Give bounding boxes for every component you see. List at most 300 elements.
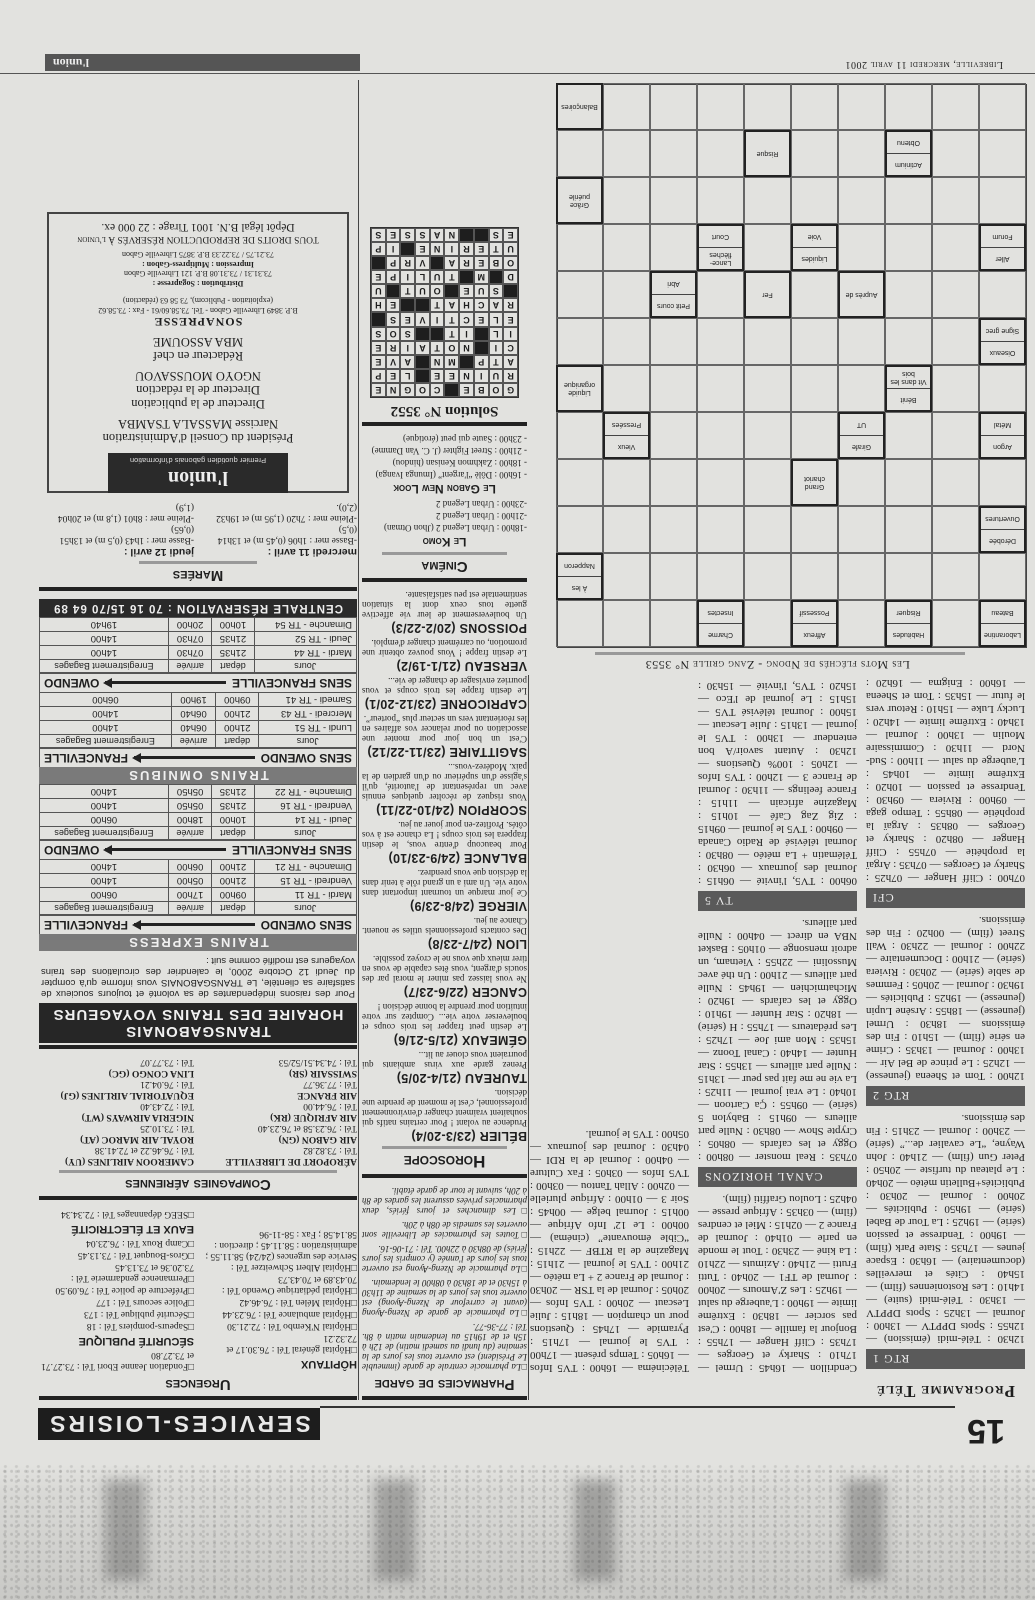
clue-text: Aller	[995, 255, 1010, 263]
crossword-answer-cell[interactable]	[603, 318, 650, 365]
crossword-answer-cell[interactable]	[791, 130, 838, 177]
clue-text: Abri	[652, 273, 695, 295]
crossword-answer-cell[interactable]	[744, 365, 791, 412]
crossword-answer-cell[interactable]	[791, 271, 838, 318]
solution-letter: G	[400, 383, 415, 397]
crossword-clue-cell	[979, 600, 1026, 647]
crossword-answer-cell[interactable]	[885, 318, 932, 365]
crossword-answer-cell[interactable]	[838, 177, 885, 224]
crossword-answer-cell[interactable]	[932, 600, 979, 647]
security-item: □ Préfecture de police Tél : 76.09.50	[39, 1285, 194, 1296]
tide-line: -Pleine mer : 8h01 (1,8 m) et 20h04 (1,9)	[57, 502, 194, 523]
sign-name: TAUREAU (21/4-20/5)	[396, 1071, 527, 1085]
crossword-answer-cell[interactable]	[791, 318, 838, 365]
timetable-cell: Vendredi - TR 15	[254, 874, 356, 888]
solution-black-cell	[474, 327, 489, 341]
solution-letter: E	[386, 369, 401, 383]
crossword-clue-cell	[603, 412, 650, 459]
crossword-answer-cell[interactable]	[556, 459, 603, 506]
crossword-answer-cell[interactable]	[744, 553, 791, 600]
timetable-cell: 14h00	[40, 874, 169, 888]
rights-notice: TOUS DROITS DE REPRODUCTION RÉSERVÉS À l'union	[77, 234, 319, 244]
airline-phone: Tél : 73.10.25	[140, 1123, 194, 1134]
crossword-answer-cell[interactable]	[697, 459, 744, 506]
solution-letter: S	[489, 284, 504, 298]
crossword-answer-cell[interactable]	[791, 412, 838, 459]
crossword-answer-cell[interactable]	[744, 459, 791, 506]
timetable-cell: Vendredi - TR 16	[254, 799, 356, 813]
film-showing: - 21h00 : Street Fighter (J. C. Van Damme)	[371, 446, 527, 456]
crossword-answer-cell[interactable]	[603, 459, 650, 506]
crossword-answer-cell[interactable]	[932, 83, 979, 130]
solution-letter: I	[400, 270, 415, 284]
crossword-answer-cell[interactable]	[838, 506, 885, 553]
crossword-answer-cell[interactable]	[979, 459, 1026, 506]
crossword-answer-cell[interactable]	[885, 506, 932, 553]
crossword-clue-cell	[650, 271, 697, 318]
solution-letter: P	[386, 270, 401, 284]
solution-letter: A	[400, 355, 415, 369]
airline-entry	[39, 1101, 194, 1123]
timetable-cell: 05h50	[168, 799, 212, 813]
crossword-answer-cell[interactable]	[556, 318, 603, 365]
hospital-item: □ Hôpital Mélen Tél : 76.46.42	[202, 1297, 357, 1308]
clue-text: Grand chariot	[804, 475, 826, 491]
direction-arrow-icon	[105, 849, 226, 852]
crossword-answer-cell[interactable]	[603, 506, 650, 553]
sign-name: SAGITTAIRE (23/11-22/12)	[367, 745, 527, 759]
direction-arrow-icon	[134, 924, 255, 927]
crossword-clue-cell	[556, 365, 603, 412]
tide-line: -Pleine mer : 7h20 (1,95 m) et 19h32 (2,0).	[216, 502, 357, 523]
clue-text: Bénit	[900, 396, 917, 404]
crossword-answer-cell[interactable]	[650, 177, 697, 224]
crossword-answer-cell[interactable]	[697, 271, 744, 318]
solution-letter: V	[386, 355, 401, 369]
crossword-answer-cell[interactable]	[932, 177, 979, 224]
solution-letter: V	[415, 312, 430, 326]
crossword-answer-cell[interactable]	[650, 506, 697, 553]
crossword-answer-cell[interactable]	[697, 83, 744, 130]
crossword-answer-cell[interactable]	[979, 553, 1026, 600]
crossword-answer-cell[interactable]	[791, 553, 838, 600]
timetable-row	[40, 860, 357, 874]
solution-letter: E	[474, 312, 489, 326]
crossword-answer-cell[interactable]	[744, 506, 791, 553]
solution-black-cell	[371, 312, 386, 326]
contact-line: 73.21.75 / 73.22.33 B.P. 3875 Libreville Gabon	[122, 250, 274, 260]
solution-black-cell	[415, 355, 430, 369]
column-divider	[358, 80, 359, 1400]
timetable-row	[40, 707, 357, 721]
crossword-answer-cell[interactable]	[603, 83, 650, 130]
crossword-answer-cell[interactable]	[650, 318, 697, 365]
urgences-title: Urgences	[39, 1376, 357, 1400]
solution-letter: C	[430, 383, 445, 397]
crossword-title-bar	[595, 652, 965, 655]
masthead-contacts	[49, 250, 347, 315]
column-header: départ	[212, 660, 254, 673]
direction-from: SENS OWENDO	[260, 918, 352, 932]
sign-text: Des contacts professionnels utiles se nouent. Chance au jeu.	[362, 916, 527, 936]
crossword-answer-cell[interactable]	[932, 271, 979, 318]
solution-black-cell	[415, 327, 430, 341]
solution-letter: E	[474, 256, 489, 270]
solution-letter: N	[430, 242, 445, 256]
crossword-answer-cell[interactable]	[885, 177, 932, 224]
solution-letter: E	[371, 383, 386, 397]
sign-text: Le destin peut frapper les trois coups et bouleverser votre vie... Comptez sur votre intuition pour prendre la bonne décision !	[362, 1002, 527, 1032]
crossword-answer-cell[interactable]	[791, 83, 838, 130]
sign-name: VIERGE (24/8-23/9)	[409, 899, 527, 913]
horoscope-bar	[382, 1146, 507, 1149]
timetable-row	[40, 874, 357, 888]
marees-title: Marées	[39, 567, 357, 591]
clue-text: Actinium	[895, 161, 922, 169]
trains-header	[39, 1003, 357, 1043]
solution-letter: T	[430, 298, 445, 312]
column-header: arrivée	[168, 902, 212, 915]
column-practical	[39, 212, 357, 1400]
timetable-cell: 09h00	[216, 693, 259, 707]
airline-entry	[202, 1101, 357, 1123]
crossword-answer-cell[interactable]	[838, 459, 885, 506]
fondation-item: □ Fondation Jeanne Ebori Tél : 73.27.71 et 73.27.80	[39, 1350, 194, 1372]
timetable-cell: 21h00	[212, 874, 254, 888]
film-showing: - 16h00 : Dôlè “l'argent” (Imunga Ivanga)	[375, 470, 527, 480]
crossword-clue-cell	[885, 130, 932, 177]
crossword-answer-cell[interactable]	[838, 130, 885, 177]
solution-letter: A	[489, 298, 504, 312]
crossword-answer-cell[interactable]	[697, 318, 744, 365]
timetable-cell: Lundi - TR 51	[259, 721, 357, 735]
crossword-answer-cell[interactable]	[885, 553, 932, 600]
crossword-answer-cell[interactable]	[838, 83, 885, 130]
publisher-name: SONAPRESSE	[153, 315, 243, 329]
solution-letter: E	[503, 228, 518, 242]
crossword-answer-cell[interactable]	[556, 600, 603, 647]
horoscope-section	[362, 590, 527, 1178]
solution-letter: N	[430, 355, 445, 369]
timetable-header	[40, 902, 357, 915]
crossword-answer-cell[interactable]	[697, 412, 744, 459]
scan-smudge	[575, 1480, 615, 1580]
timetable-cell: 21h35	[212, 646, 254, 660]
crossword-answer-cell[interactable]	[697, 130, 744, 177]
airline-entry	[202, 1079, 357, 1101]
airline-entry	[39, 1079, 194, 1101]
solution-letter: E	[386, 228, 401, 242]
solution-letter: O	[415, 383, 430, 397]
timetable-row	[40, 632, 357, 646]
solution-letter: S	[415, 228, 430, 242]
tide-day	[202, 501, 357, 558]
crossword-answer-cell[interactable]	[932, 318, 979, 365]
solution-letter: T	[445, 327, 460, 341]
crossword-answer-cell[interactable]	[885, 459, 932, 506]
crossword-answer-cell[interactable]	[885, 83, 932, 130]
union-tagline: Premier quotidien gabonais d'information	[108, 453, 288, 465]
hospital-item: □ Hôpital N'Kembo Tél : 72.21.30	[202, 1321, 357, 1332]
solution-letter: I	[445, 242, 460, 256]
crossword-answer-cell[interactable]	[556, 412, 603, 459]
crossword-answer-cell[interactable]	[932, 224, 979, 271]
crossword-answer-cell[interactable]	[838, 224, 885, 271]
channel-header: RTG 2	[866, 1086, 1025, 1106]
crossword-answer-cell[interactable]	[697, 553, 744, 600]
solution-letter: M	[445, 355, 460, 369]
solution-letter: I	[400, 341, 415, 355]
column-header: Jours	[259, 735, 357, 748]
channel-schedule: 06h00 : TV5, l'invité — 06h15 : Journal des journaux — 06h30 : Télématin + La météo — 08h30 : Journal télévisé de Radio Canada — 09h00 : TV5 le journal — 09h15 : Zig Zag Café — 10h15 : Magazine africain — 11h15 : France feelings — 11h30 : Journal de France 3 — 12h00 : TV5 Infos — 12h05 : 100% Questions — 12h30 : Autant savoir/A bon entendeur — 13h00 : TV5 le journal — 13h15 : Julie Lescaut — 15h00 : Journal télévisé TV5 — 15h15 : Le journal de l'Eco — 15h20 : TV5, l'invité — 15h30 : Télécinéma — 16h00 : TV5 Infos — 16h05 : Temps présent — 17h00 : TV5 le journal — 17h15 : Pyramide — 17h45 : Questions pour un champion — 18h15 : Julie Lescaut — 20h00 : TV5 Infos — 20h05 : Journal de la TSR — 20h30 : Journal de France 2 + La météo — 21h00 : TV5 le journal — 21h15 : Magazine de la RTBF — 22h15 : “Cible émouvante” (cinéma) — 00h00 : Le 12' Info Afrique — 00h15 : Journal belge — 00h45 : Soir 3 — 01h00 : Afrique plurielle — 02h00 : Allah Tantou — 03h00 : TV5 Infos — 03h05 : Fax Culture — 04h00 : Journal de la RDI — 04h30 : Journal des journaux — 05h00 : TV5 le journal.	[530, 680, 857, 1374]
timetable-cell: Samedi - TR 41	[259, 693, 357, 707]
column-header: Enregistrement Bagages	[40, 902, 169, 915]
clue-text: Obtenu	[887, 132, 930, 154]
crossword-answer-cell[interactable]	[979, 365, 1026, 412]
timetable-header	[40, 735, 357, 748]
page-number: 15	[967, 1412, 1005, 1450]
airline-phone: Tél : 72.43.40	[140, 1101, 194, 1112]
contact-line: (exploitation - Publicom), 73 58 63 (rédaction)	[123, 296, 273, 306]
clue-text: Pressées	[605, 414, 648, 436]
solution-letter: B	[474, 383, 489, 397]
crossword-answer-cell[interactable]	[932, 553, 979, 600]
crossword-answer-cell[interactable]	[556, 130, 603, 177]
crossword-answer-cell[interactable]	[603, 224, 650, 271]
crossword-answer-cell[interactable]	[979, 177, 1026, 224]
solution-letter: L	[400, 369, 415, 383]
crossword-answer-cell[interactable]	[932, 412, 979, 459]
theater-name: Le Komo	[422, 535, 467, 549]
timetable-cell: 05h50	[168, 785, 212, 799]
solution-black-cell	[430, 256, 445, 270]
crossword-answer-cell[interactable]	[979, 271, 1026, 318]
crossword-answer-cell[interactable]	[697, 177, 744, 224]
airline-name: LINA CONGO (GC)	[108, 1068, 194, 1079]
solution-black-cell	[503, 284, 518, 298]
security-item: □ Permanence gendarmerie Tél : 73.20.36 et 73.13.45	[39, 1262, 194, 1284]
crossword-answer-cell[interactable]	[744, 224, 791, 271]
contact-line: 73.31.31 / 73.31.08 B.P. 121 Libreville Gabon	[124, 269, 272, 279]
crossword-answer-cell[interactable]	[838, 365, 885, 412]
timetable-cell: 07h30	[168, 632, 212, 646]
masthead-box	[47, 212, 349, 493]
crossword-answer-cell[interactable]	[744, 600, 791, 647]
solution-letter: N	[459, 341, 474, 355]
crossword-clue-cell	[979, 412, 1026, 459]
trains-section	[39, 599, 357, 1049]
clue-text: UT	[840, 414, 883, 436]
crossword-answer-cell[interactable]	[603, 177, 650, 224]
timetable-cell: Mardi - TR 44	[254, 646, 356, 660]
crossword-answer-cell[interactable]	[603, 130, 650, 177]
column-header: arrivée	[168, 827, 212, 840]
clue-text: Girafe	[851, 443, 872, 451]
crossword-answer-cell[interactable]	[744, 83, 791, 130]
cinema-section	[362, 434, 527, 582]
airline-name: AIR FRANCE	[297, 1090, 357, 1101]
crossword-answer-cell[interactable]	[838, 553, 885, 600]
crossword-answer-cell[interactable]	[603, 600, 650, 647]
centrale-reservation: CENTRALE RÉSERVATION : 70 16 15/70 64 89	[39, 599, 357, 617]
crossword-answer-cell[interactable]	[650, 459, 697, 506]
staff-line: NGOYO MOUSSAVOU	[135, 369, 261, 383]
crossword-answer-cell[interactable]	[744, 177, 791, 224]
sign-text: Pour beaucoup d'entre vous, le destin frappera les trois coups ! La chance est à vos côtés. Profitez-en pour jouer au jeu.	[362, 820, 527, 850]
solution-letter: E	[371, 341, 386, 355]
airline-phone: Tél : 73.82.82	[303, 1145, 357, 1156]
marees-days	[39, 501, 357, 558]
sign-text: Prudence au volant ! Pour certains natifs qui souhaitent vraiment changer d'environnement professionnel, c'est le moment de prendre une décision.	[362, 1088, 527, 1128]
airline-phone: Tél : 76.23.58 et 76.23.40	[257, 1123, 357, 1134]
solution-letter: S	[400, 228, 415, 242]
contact-line: B.P. 3849 Libreville Gabon - Tel. 73.58.60/61 - Fax : 73.58.62	[98, 306, 298, 315]
crossword-clue-cell	[556, 553, 603, 600]
column-header: arrivée	[168, 660, 212, 673]
crossword-answer-cell[interactable]	[650, 83, 697, 130]
crossword-answer-cell[interactable]	[791, 365, 838, 412]
crossword-answer-cell[interactable]	[744, 412, 791, 459]
crossword-answer-cell[interactable]	[697, 506, 744, 553]
crossword-answer-cell[interactable]	[650, 553, 697, 600]
crossword-answer-cell[interactable]	[885, 271, 932, 318]
airline-name: AÉROPORT DE LIBREVILLE	[225, 1156, 357, 1167]
direction-from: SENS OWENDO	[260, 751, 352, 765]
crossword-answer-cell[interactable]	[791, 177, 838, 224]
crossword-answer-cell[interactable]	[650, 365, 697, 412]
security-item: □ Sécurité publique Tél : 173	[39, 1309, 194, 1320]
clue-text: Petit cours	[656, 302, 691, 310]
solution-letter: C	[459, 312, 474, 326]
compagnies-bar	[59, 1170, 337, 1173]
compagnies-section	[39, 1057, 357, 1200]
crossword-answer-cell[interactable]	[603, 553, 650, 600]
clue-text: Dérobée	[989, 537, 1016, 545]
hopitaux-list	[202, 1229, 357, 1355]
tv-programme-title: Programme Télé	[876, 1382, 1015, 1401]
crossword-answer-cell[interactable]	[697, 365, 744, 412]
crossword-answer-cell[interactable]	[979, 83, 1026, 130]
timetable-cell: Dimanche - TR 54	[254, 618, 356, 632]
crossword-answer-cell[interactable]	[556, 224, 603, 271]
column-header: Jours	[254, 660, 356, 673]
airline-name: AIR AFRIQUE (RK)	[270, 1112, 357, 1123]
timetable-cell: 14h00	[40, 646, 169, 660]
crossword-clue-cell	[979, 224, 1026, 271]
crossword-grid	[557, 84, 1027, 648]
sign-name: BALANCE (24/9-23/10)	[388, 851, 527, 865]
clue-text: Laborantine	[984, 631, 1021, 639]
film-showing: -18h00 : Urban Legend 2 (Jhon Otman)	[384, 523, 527, 533]
solution-letter: N	[459, 369, 474, 383]
crossword-answer-cell[interactable]	[603, 365, 650, 412]
crossword-answer-cell[interactable]	[838, 600, 885, 647]
crossword-answer-cell[interactable]	[556, 506, 603, 553]
hospital-item: □ Hôpital pédiatrique Owendo Tél : 70.43.89 et 70.43.73	[202, 1274, 357, 1296]
clue-text: Napperon	[558, 555, 601, 577]
solution-letter: S	[371, 327, 386, 341]
eaux-list	[39, 1209, 194, 1220]
solution-black-cell	[459, 270, 474, 284]
direction-to: FRANCEVILLE	[44, 751, 128, 765]
crossword-answer-cell[interactable]	[603, 271, 650, 318]
clue-text: Oiseaux	[989, 349, 1016, 357]
horoscope-title: Horoscope	[362, 1152, 527, 1178]
solution-letter: A	[415, 341, 430, 355]
solution-black-cell	[474, 341, 489, 355]
timetable-cell: Dimanche - TR 22	[254, 785, 356, 799]
solution-letter: T	[489, 242, 504, 256]
crossword-answer-cell[interactable]	[744, 318, 791, 365]
eaux-title: EAUX ET ÉLECTRICITÉ	[71, 1223, 194, 1235]
solution-letter: R	[459, 256, 474, 270]
airline-name: AIR GABON (GN)	[278, 1134, 357, 1145]
crossword-answer-cell[interactable]	[650, 412, 697, 459]
crossword-answer-cell[interactable]	[932, 459, 979, 506]
clue-text: Vit dans les bois	[887, 367, 930, 389]
sign-name: CANCER (22/6-23/7)	[403, 985, 527, 999]
crossword-answer-cell[interactable]	[556, 271, 603, 318]
solution-letter: B	[489, 256, 504, 270]
timetable-row	[40, 693, 357, 707]
timetable-cell: 14h00	[40, 721, 172, 735]
channel-schedule: 07h00 : Cliff Hanger — 07h25 : Sharky et Georges — 07h35 : Argaï la prophétie — 07h55 : Cliff Hanger — 08h20 : Sharky et Georges — 08h35 : Argaï la prophétie — 08h55 : Tempo gaga — 09h00 : Riviera — 09h30 : Tendresse et passion — 10h20 : Extrême limite — 10h45 : L'auberge du salut — 11h00 : Sud-Nord — 11h30 : Commissaire Moulin — 13h00 : Journal — 13h40 : Extrême limite — 14h20 : Lucky Luke — 15h10 : Retour vers le futur — 15h35 : Tom et Sheena — 16h00 : Enigma — 16h20 : Cendrillon — 16h45 : Urmel — 17h10 : Sharky et Georges — 17h35 : Cliff Hanger — 17h55 : Bonjour la famille — 18h00 : C'est pas sorcier — 18h30 : Extrême limite — 19h00 : L'auberge du salut — 19h25 : Les Z'Amours — 20h00 : Journal de TF1 — 20h40 : Tutti Frutti — 21h40 : Azimuts — 22h10 : La kiné — 23h30 : Tout le monde en parle — 01h40 : Journal de France 2 — 02h15 : Miel et cendres (film) — 03h35 : Afrique presse — 04h25 : Loulou Graffiti (film).	[698, 677, 1025, 1374]
crossword-answer-cell[interactable]	[650, 130, 697, 177]
solution-black-cell	[430, 327, 445, 341]
crossword-answer-cell[interactable]	[885, 224, 932, 271]
solution-letter: P	[371, 242, 386, 256]
crossword-answer-cell[interactable]	[932, 130, 979, 177]
utility-item: □ SEEG dépannages Tél : 72.34.34	[39, 1209, 194, 1220]
security-item: □ Gros-Bouquet Tél : 73.13.45	[39, 1250, 194, 1261]
crossword-answer-cell[interactable]	[932, 365, 979, 412]
timetable-row	[40, 799, 357, 813]
solution-letter: E	[430, 369, 445, 383]
staff-line: MBA ASSOUME	[153, 335, 243, 349]
airline-name: ROYAL AIR MAROC (AT)	[80, 1134, 194, 1145]
solution-letter: R	[400, 256, 415, 270]
solution-letter: I	[489, 341, 504, 355]
airline-name: EQUATORIAL AIRLINES (GJ)	[60, 1090, 194, 1101]
crossword-answer-cell[interactable]	[932, 506, 979, 553]
solution-letter: O	[489, 383, 504, 397]
crossword-answer-cell[interactable]	[650, 600, 697, 647]
timetable-cell: 06h40	[171, 707, 216, 721]
crossword-answer-cell[interactable]	[791, 506, 838, 553]
direction-to: OWENDO	[44, 843, 100, 857]
solution-letter: A	[445, 256, 460, 270]
cinema-title: Cinéma	[362, 558, 527, 582]
solution-black-cell	[474, 228, 489, 242]
trains-subtitle: HORAIRE DES TRAINS VOYAGEURS	[52, 1006, 344, 1023]
crossword-answer-cell[interactable]	[885, 412, 932, 459]
timetable	[39, 859, 357, 915]
channel-header: TV 5	[698, 891, 857, 911]
clue-text: Auprès de	[845, 291, 878, 299]
direction-from: SENS FRANCEVILLE	[231, 843, 352, 857]
solution-letter: I	[474, 369, 489, 383]
staff-line: Rédacteur en chef	[152, 349, 244, 363]
sign-name: BÉLIER (23/3-20/4)	[411, 1129, 527, 1143]
clue-text: Argon	[993, 443, 1012, 451]
crossword-answer-cell[interactable]	[838, 318, 885, 365]
timetable-cell: 19h40	[40, 618, 169, 632]
crossword-answer-cell[interactable]	[650, 224, 697, 271]
timetable-cell: 14h00	[40, 785, 169, 799]
timetable	[39, 617, 357, 673]
tide-day	[39, 501, 194, 558]
crossword-answer-cell[interactable]	[979, 130, 1026, 177]
